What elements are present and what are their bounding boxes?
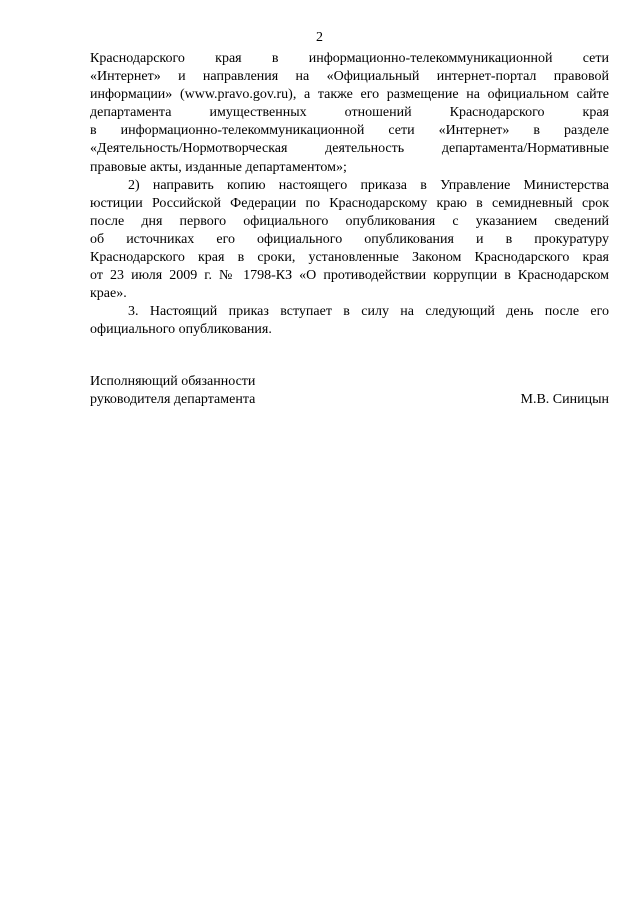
signatory-position-line2: руководителя департамента — [90, 392, 256, 407]
document-body — [90, 50, 609, 340]
text-line: департамента имущественных отношений Краснодарского края — [90, 105, 609, 121]
text-line: крае». — [90, 286, 127, 302]
text-line: информации» (www.pravo.gov.ru), а также его размещение на официальном сайте — [90, 87, 609, 103]
text-line: официального опубликования. — [90, 322, 272, 338]
paragraph-publication — [90, 50, 609, 177]
text-line: от 23 июля 2009 г. № 1798-КЗ «О противодействии коррупции в Краснодарском — [90, 268, 609, 284]
text-line: Краснодарского края в сроки, установленные Законом Краснодарского края — [90, 250, 609, 266]
text-line: после дня первого официального опубликования с указанием сведений — [90, 213, 609, 229]
paragraph-item-3 — [90, 303, 609, 339]
signatory-name: М.В. Синицын — [520, 392, 609, 407]
text-line: 2) направить копию настоящего приказа в Управление Министерства — [128, 177, 609, 193]
text-line: в информационно-телекоммуникационной сети «Интернет» в разделе — [90, 123, 609, 139]
paragraph-item-2 — [90, 177, 609, 304]
text-line: юстиции Российской Федерации по Краснодарскому краю в семидневный срок — [90, 195, 609, 211]
text-line: «Интернет» и направления на «Официальный интернет-портал правовой — [90, 69, 609, 85]
text-line: правовые акты, изданные департаментом»; — [90, 159, 347, 175]
text-line: 3. Настоящий приказ вступает в силу на следующий день после его — [128, 304, 609, 320]
text-line: «Деятельность/Нормотворческая деятельность департамента/Нормативные — [90, 141, 609, 157]
text-line: об источниках его официального опубликования и в прокуратуру — [90, 231, 609, 247]
signatory-position: Исполняющий обязанности — [90, 374, 256, 389]
signature-block — [90, 373, 609, 409]
text-line: Краснодарского края в информационно-телекоммуникационной сети — [90, 51, 609, 66]
signature-row — [90, 391, 609, 409]
page-number: 2 — [316, 30, 323, 45]
